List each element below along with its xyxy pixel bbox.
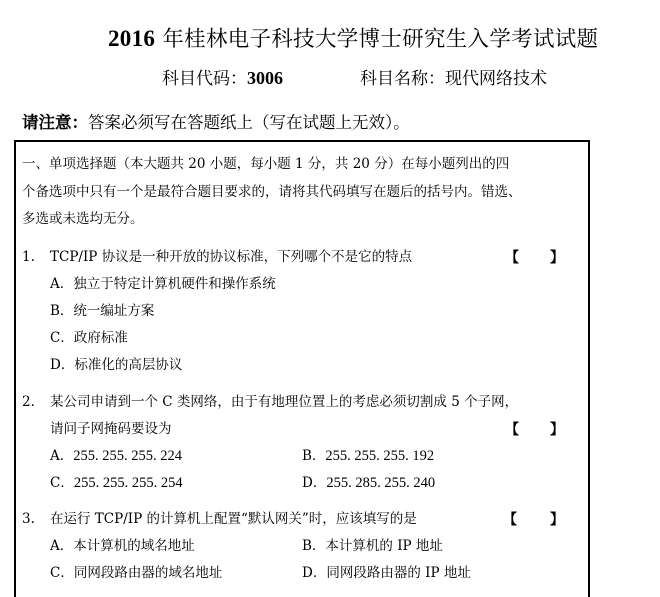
option-text: 本计算机的域名地址 xyxy=(73,538,195,554)
question-stem: TCP/IP 协议是一种开放的协议标准，下列哪个不是它的特点 xyxy=(50,249,413,265)
option-c xyxy=(50,564,222,582)
subject-name: 现代网络技术 xyxy=(445,69,547,89)
option-text: 255. 285. 255. 240 xyxy=(326,475,436,491)
question-stem: 在运行 TCP/IP 的计算机上配置“默认网关”时，应该填写的是 xyxy=(50,511,417,527)
answer-bracket-close: 】 xyxy=(550,422,564,438)
option-text: 标准化的高层协议 xyxy=(74,357,183,373)
exam-title-text: 年桂林电子科技大学博士研究生入学考试试题 xyxy=(162,27,599,52)
option-text: 同网段路由器的域名地址 xyxy=(73,565,223,581)
subject-name-label: 科目名称： xyxy=(360,69,445,89)
option-label: B． xyxy=(302,538,326,554)
answer-bracket-open: 【 xyxy=(505,250,519,266)
option-a xyxy=(50,537,195,555)
notice-label: 请注意： xyxy=(22,113,88,132)
option-text: 255. 255. 255. 254 xyxy=(73,475,183,491)
option-label: D． xyxy=(302,565,327,581)
option-text: 政府标准 xyxy=(73,330,128,346)
option-text: 本计算机的 IP 地址 xyxy=(325,538,443,554)
option-text: 同网段路由器的 IP 地址 xyxy=(326,565,471,581)
section-instruction-line-2: 个备选项中只有一个是最符合题目要求的，请将其代码填写在题后的括号内。错选、 xyxy=(22,184,522,200)
subject-code: 3006 xyxy=(247,68,283,88)
option-text: 255. 255. 255. 224 xyxy=(73,448,182,464)
option-label: B． xyxy=(50,303,74,319)
subject-code-label: 科目代码： xyxy=(162,69,247,89)
question-stem: 某公司申请到一个 C 类网络，由于有地理位置上的考虑必须切割成 5 个子网， xyxy=(50,394,519,410)
option-label: A． xyxy=(50,276,74,292)
option-c xyxy=(50,474,183,492)
option-d xyxy=(302,564,471,582)
option-text: 255. 255. 255. 192 xyxy=(325,448,435,464)
option-a xyxy=(50,447,182,465)
option-d xyxy=(50,356,182,374)
answer-bracket-open: 【 xyxy=(505,422,519,438)
exam-title xyxy=(108,22,598,53)
option-text: 统一编址方案 xyxy=(73,303,155,319)
option-label: A． xyxy=(50,448,74,464)
answer-bracket-close: 】 xyxy=(550,512,564,528)
option-a xyxy=(50,275,276,293)
option-label: C． xyxy=(50,330,74,346)
option-c xyxy=(50,329,128,347)
answer-bracket-close: 】 xyxy=(550,250,564,266)
notice xyxy=(22,109,410,133)
subject-name-line xyxy=(360,64,547,89)
subject-code-line xyxy=(162,64,283,89)
option-d xyxy=(302,474,435,492)
question-number: 3. xyxy=(22,511,35,527)
answer-bracket-open: 【 xyxy=(503,512,517,528)
option-label: B． xyxy=(302,448,326,464)
question-number: 1. xyxy=(22,249,35,265)
question-stem-continued: 请问子网掩码要设为 xyxy=(50,421,172,437)
option-label: C． xyxy=(50,475,74,491)
section-instruction-line-3: 多选或未选均无分。 xyxy=(22,211,144,227)
option-label: A． xyxy=(50,538,74,554)
option-b xyxy=(50,302,154,320)
section-instruction-line-1: 一、单项选择题（本大题共 20 小题，每小题 1 分，共 20 分）在每小题列出的四 xyxy=(22,156,510,172)
option-text: 独立于特定计算机硬件和操作系统 xyxy=(73,276,276,292)
notice-text: 答案必须写在答题纸上（写在试题上无效）。 xyxy=(88,113,410,132)
option-label: D． xyxy=(302,475,327,491)
option-b xyxy=(302,537,443,555)
exam-year: 2016 xyxy=(108,26,156,51)
option-b xyxy=(302,447,434,465)
option-label: C． xyxy=(50,565,74,581)
question-number: 2. xyxy=(22,394,35,410)
option-label: D． xyxy=(50,357,75,373)
